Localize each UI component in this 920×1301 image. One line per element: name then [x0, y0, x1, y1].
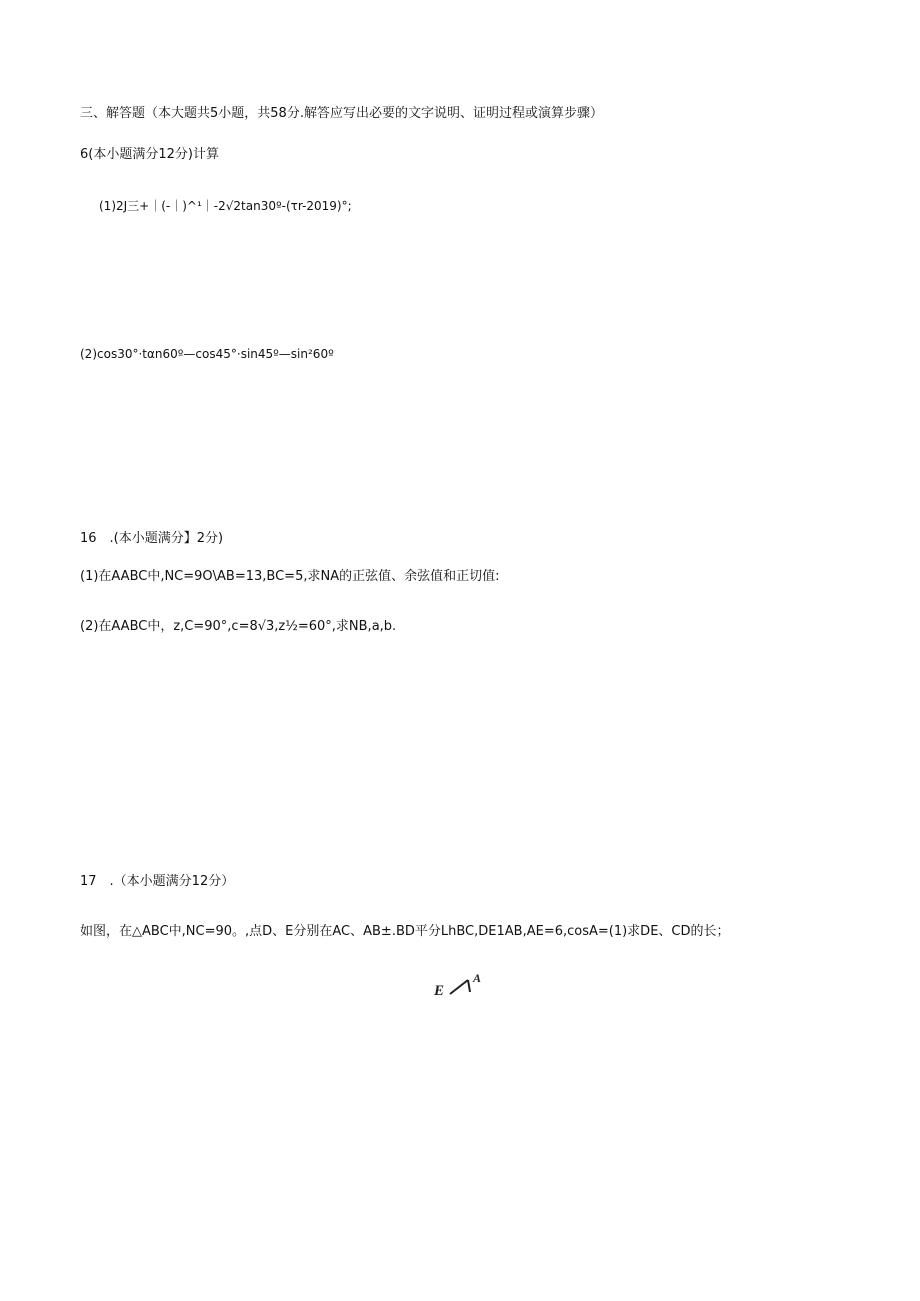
triangle-figure-svg [430, 970, 490, 1000]
question-17-body: 如图，在△ABC中,NC=90。,点D、E分别在AC、AB±.BD平分LhBC,DE1AB,AE=6,cosA=(1)求DE、CD的长； [80, 924, 730, 939]
question-15-part-1: (1)2J三+｜(-｜)^¹｜-2√2tan30º-(τr-2019)°; [99, 199, 352, 213]
figure-label-a: A [473, 971, 482, 985]
question-16-part-1: (1)在AABC中,NC=9O\AB=13,BC=5,求NA的正弦值、余弦值和正切值: [80, 569, 500, 584]
figure-side-line [450, 980, 468, 994]
figure-side-line [468, 980, 470, 992]
question-17-title: 17 .（本小题满分12分） [80, 874, 235, 889]
section-heading: 三、解答题（本大题共5小题，共58分.解答应写出必要的文字说明、证明过程或演算步骤） [80, 106, 603, 121]
figure-label-e: E [434, 983, 445, 999]
question-15-part-2: (2)cos30°·tαn60º—cos45°·sin45º—sin²60º [80, 347, 334, 361]
question-16-part-2: (2)在AABC中，z,C=90°,c=8√3,z½=60°,求NB,a,b. [80, 619, 397, 634]
triangle-figure [430, 970, 490, 1000]
question-15-title: 6(本小题满分12分)计算 [80, 147, 219, 162]
question-16-title: 16 .(本小题满分】2分) [80, 531, 224, 546]
